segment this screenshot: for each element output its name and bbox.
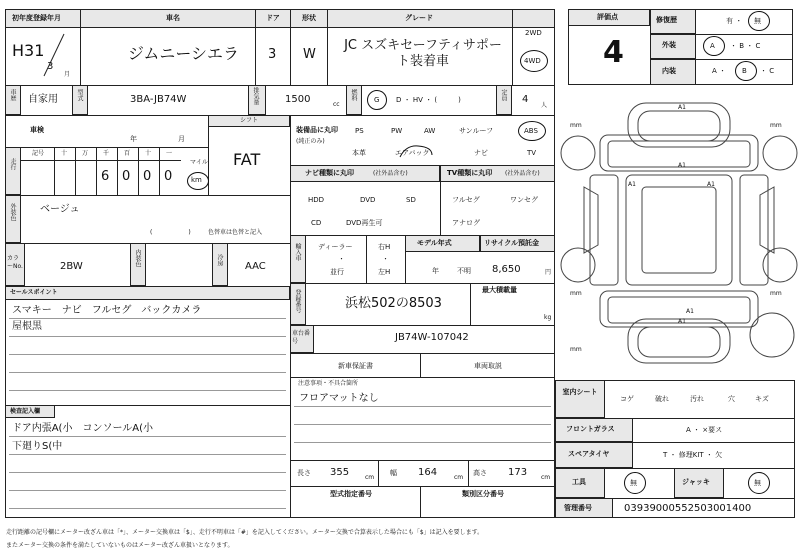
tv-sub: (社外品含む) xyxy=(505,170,540,177)
divider xyxy=(159,147,160,195)
max-load-unit: kg xyxy=(544,314,552,321)
car-name-label: 車名 xyxy=(166,14,180,22)
plate-number: 浜松502の8503 xyxy=(345,296,442,311)
divider xyxy=(117,147,118,195)
model-year-unknown: 不明 xyxy=(457,267,471,275)
mm-mark: mm xyxy=(770,290,782,297)
ruled-line xyxy=(9,436,286,437)
ruled-line xyxy=(9,490,286,491)
mileage-label: 走行 xyxy=(9,158,16,170)
sheet-burn: コゲ xyxy=(620,395,634,403)
grade-label: グレード xyxy=(405,14,433,22)
caution-label: 注意事項・不具合箇所 xyxy=(298,380,359,387)
divider xyxy=(366,235,367,283)
footer-note-1: 走行距離の記号欄にメーター改ざん車は「*」、メーター交換車は「$」、走行不明車は「#」を記入してください。メーター交換で合算表示した場合にも「$」は記入を要します。 xyxy=(6,529,484,536)
windshield-value: A ・ ×要ス xyxy=(686,426,723,434)
sales-point-line2: 屋根黒 xyxy=(12,321,42,332)
capacity: 4 xyxy=(522,94,529,105)
interior-sheet-label: 室内シート xyxy=(562,388,598,396)
jack-value: 無 xyxy=(754,479,761,487)
divider xyxy=(440,165,441,235)
reg-month-unit: 月 xyxy=(64,71,71,78)
disp-label: 排気量 xyxy=(252,87,259,105)
divider xyxy=(290,377,555,378)
int-color-label: 内装色 xyxy=(134,249,141,267)
navi-hdd: HDD xyxy=(308,196,325,204)
recycle-unit: 円 xyxy=(545,269,552,276)
ruled-line xyxy=(294,424,551,425)
mileage-digit: 0 xyxy=(164,169,173,184)
tv-oneseg: ワンセグ xyxy=(510,196,538,204)
navi-cd: CD xyxy=(311,219,322,227)
air-conditioner: AAC xyxy=(245,261,266,272)
ruled-line xyxy=(9,336,286,337)
ruled-line xyxy=(294,442,551,443)
int-label: 内装 xyxy=(662,67,676,75)
ruled-line xyxy=(9,454,286,455)
mileage-label-cell xyxy=(5,147,21,195)
score-label: 評価点 xyxy=(597,13,618,21)
mileage-digit: 6 xyxy=(101,169,110,184)
capacity-label: 定員 xyxy=(500,89,507,101)
divider xyxy=(327,9,328,85)
color-no-label: カラーNo. xyxy=(7,255,23,271)
reg-era: H31 xyxy=(12,41,45,60)
divider xyxy=(290,460,555,461)
reg-year-label: 初年度登録年月 xyxy=(12,14,61,22)
inspector-label: 検査記入欄 xyxy=(10,408,41,415)
mileage-unit-label: 千 xyxy=(103,150,110,157)
sales-label: セールスポイント xyxy=(10,289,58,296)
sheet-hole: 穴 xyxy=(728,395,735,403)
sales-point-line1: スマキー ナビ フルセグ バックカメラ xyxy=(12,305,202,316)
navi-dvd: DVD xyxy=(360,196,376,204)
import-left: 左H xyxy=(378,268,391,276)
equip-sunroof: サンルーフ xyxy=(459,127,494,135)
recycle-amount: 8,650 xyxy=(492,264,521,275)
divider xyxy=(290,325,555,326)
repair-label: 修復歴 xyxy=(656,16,677,24)
shape-label: 形状 xyxy=(302,14,316,22)
divider xyxy=(5,195,290,196)
warranty-guarantee: 新車保証書 xyxy=(338,362,373,370)
fuel-g: G xyxy=(374,96,380,104)
header-row xyxy=(5,9,555,28)
height-value: 173 xyxy=(508,467,528,478)
door-count: 3 xyxy=(268,47,277,62)
windshield-label: フロントガラス xyxy=(566,425,615,433)
mgmt-label: 管理番号 xyxy=(564,504,592,512)
equip-ps: PS xyxy=(355,127,364,135)
chassis-number: JB74W-107042 xyxy=(395,332,469,343)
int-b: B xyxy=(742,67,747,75)
import-dot: ・ xyxy=(382,255,389,263)
import-parallel: 並行 xyxy=(330,268,344,276)
inspector-line2: 下廻りS(中 xyxy=(12,441,63,452)
a1-mark: A1 xyxy=(628,181,636,188)
recycle-label: リサイクル預託金 xyxy=(484,239,540,247)
mm-mark: mm xyxy=(570,290,582,297)
vehicle-damage-diagram xyxy=(560,95,798,373)
divider xyxy=(290,283,555,284)
divider xyxy=(5,147,208,148)
divider xyxy=(420,486,421,518)
mileage-unit-label: 十 xyxy=(145,150,152,157)
width-label: 幅 xyxy=(390,469,397,477)
use-type: 自家用 xyxy=(28,94,58,105)
repair-options: 有 ・ xyxy=(726,17,743,25)
divider xyxy=(468,460,469,486)
mileage-unit-label: 十 xyxy=(61,150,68,157)
height-label: 高さ xyxy=(473,469,487,477)
length-value: 355 xyxy=(330,467,350,478)
divider xyxy=(54,147,55,195)
a1-mark: A1 xyxy=(678,162,686,169)
equip-leather: 本革 xyxy=(352,149,366,157)
equip-aw: AW xyxy=(424,127,436,135)
equip-tv: TV xyxy=(527,149,537,157)
km-unit: km xyxy=(191,176,202,184)
height-unit: cm xyxy=(541,474,551,481)
divider xyxy=(290,353,555,354)
disp-unit: cc xyxy=(333,101,340,108)
model-year-label: モデル年式 xyxy=(417,239,452,247)
divider xyxy=(420,353,421,377)
plate-label: 登録番号 xyxy=(294,289,301,313)
ruled-line xyxy=(294,406,551,407)
length-label: 長さ xyxy=(297,469,311,477)
spare-label: スペアタイヤ xyxy=(568,450,610,458)
divider xyxy=(138,147,139,195)
a1-mark: A1 xyxy=(678,104,686,111)
ext-rest: ・ B ・ C xyxy=(730,42,761,50)
spare-value: T ・ 修理KIT ・ 欠 xyxy=(663,451,723,459)
model-year-unit: 年 xyxy=(432,267,439,275)
ruled-line xyxy=(9,508,286,509)
color-no: 2BW xyxy=(60,261,83,272)
equip-navi: ナビ xyxy=(474,149,488,157)
exterior-color: ベージュ xyxy=(40,204,80,215)
navi-sd: SD xyxy=(406,196,416,204)
caution-text: フロアマットなし xyxy=(299,393,379,404)
fuel-label: 燃料 xyxy=(350,89,357,101)
import-right: 右H xyxy=(378,243,391,251)
category-label: 類別区分番号 xyxy=(462,490,504,498)
equipment-sub: (純正のみ) xyxy=(296,138,325,145)
ruled-line xyxy=(9,472,286,473)
equip-airbag: エアバック xyxy=(395,149,430,157)
mileage-unit-label: 万 xyxy=(82,150,89,157)
divider xyxy=(290,486,555,487)
import-dot: ・ xyxy=(338,255,345,263)
navi-dvd-play: DVD再生可 xyxy=(346,219,383,227)
inspection-month: 月 xyxy=(178,135,185,143)
grade: JC スズキセーフティサポート装着車 xyxy=(344,38,502,69)
ruled-line xyxy=(9,318,286,319)
a1-mark: A1 xyxy=(686,308,694,315)
symbol-label: 記号 xyxy=(32,150,45,157)
mgmt-number: 03939000552503001400 xyxy=(624,503,752,514)
use-label: 車歴 xyxy=(9,89,16,101)
ext-color-paren: ( ) xyxy=(150,229,191,236)
interior-sheet-label-cell xyxy=(555,380,605,418)
ruled-line xyxy=(9,354,286,355)
mileage-digit: 0 xyxy=(143,169,152,184)
ext-label: 外装 xyxy=(662,41,676,49)
2wd-option: 2WD xyxy=(525,29,542,37)
mile-label: マイル xyxy=(190,159,208,166)
ruled-line xyxy=(9,372,286,373)
displacement: 1500 xyxy=(285,94,311,105)
type-designation-label: 型式指定番号 xyxy=(330,490,372,498)
chassis-label: 車台番号 xyxy=(292,330,311,345)
equip-abs: ABS xyxy=(524,127,538,135)
divider xyxy=(75,147,76,195)
mm-mark: mm xyxy=(570,346,582,353)
width-unit: cm xyxy=(454,474,464,481)
inspection-label: 車検 xyxy=(30,126,44,134)
warranty-manual: 車両取説 xyxy=(474,362,502,370)
tools-label: 工具 xyxy=(572,478,586,486)
fuel-options: D ・ HV ・ ( ) xyxy=(396,96,461,104)
4wd-option: 4WD xyxy=(524,57,541,65)
a1-mark: A1 xyxy=(678,318,686,325)
ext-color-label: 外装色 xyxy=(9,203,16,221)
sheet-scratch: キズ xyxy=(755,395,769,403)
model-label: 型式 xyxy=(76,89,83,101)
divider xyxy=(290,9,291,85)
ruled-line xyxy=(9,390,286,391)
import-label: 輸入車 xyxy=(294,243,301,261)
divider xyxy=(5,243,290,244)
repair-none: 無 xyxy=(754,17,761,25)
door-label: ドア xyxy=(266,14,280,22)
navi-sub: (社外品含む) xyxy=(373,170,408,177)
sheet-dirt: 汚れ xyxy=(690,395,704,403)
ext-color-note: 色替車は色替と記入 xyxy=(208,229,263,236)
model-code: 3BA-JB74W xyxy=(130,94,187,105)
int-post: ・ C xyxy=(760,67,775,75)
ac-label: 冷房 xyxy=(216,254,223,266)
capacity-unit: 人 xyxy=(541,102,548,109)
a1-mark: A1 xyxy=(707,181,715,188)
mm-mark: mm xyxy=(570,122,582,129)
tv-label: TV種類に丸印 xyxy=(447,169,493,177)
mileage-digit: 0 xyxy=(122,169,131,184)
shift: FAT xyxy=(233,150,261,169)
width-value: 164 xyxy=(418,467,438,478)
car-name: ジムニーシエラ xyxy=(128,44,240,63)
airbag-circle-mark xyxy=(396,143,436,163)
tools-value: 無 xyxy=(630,479,637,487)
divider xyxy=(470,283,471,325)
divider xyxy=(80,9,81,85)
divider xyxy=(21,160,181,161)
import-dealer: ディーラー xyxy=(318,243,353,251)
equipment-label: 装備品に丸印 xyxy=(296,126,338,134)
score-value: 4 xyxy=(603,35,624,70)
mileage-unit-label: 一 xyxy=(166,150,173,157)
max-load-label: 最大積載量 xyxy=(482,286,517,294)
ext-a: A xyxy=(710,42,715,50)
divider xyxy=(255,9,256,85)
sheet-tear: 破れ xyxy=(655,395,669,403)
divider xyxy=(378,460,379,486)
inspection-year: 年 xyxy=(130,135,137,143)
footer-note-2: またメーター交換の条件を満たしていないものはメーター改ざん車扱いとなります。 xyxy=(6,542,234,549)
int-pre: A ・ xyxy=(712,67,727,75)
inspector-line1: ドア内張A(小 コンソールA(小 xyxy=(12,423,153,434)
length-unit: cm xyxy=(365,474,375,481)
divider xyxy=(512,9,513,85)
navi-label: ナビ種類に丸印 xyxy=(305,169,354,177)
equip-pw: PW xyxy=(391,127,403,135)
mileage-unit-label: 百 xyxy=(124,150,131,157)
reg-month: 3 xyxy=(47,61,54,72)
shift-label: シフト xyxy=(240,117,259,124)
body-shape: W xyxy=(303,47,316,62)
jack-label: ジャッキ xyxy=(682,478,710,486)
tv-fullseg: フルセグ xyxy=(452,196,480,204)
mm-mark: mm xyxy=(770,122,782,129)
divider xyxy=(96,147,97,195)
tv-analog: アナログ xyxy=(452,219,480,227)
